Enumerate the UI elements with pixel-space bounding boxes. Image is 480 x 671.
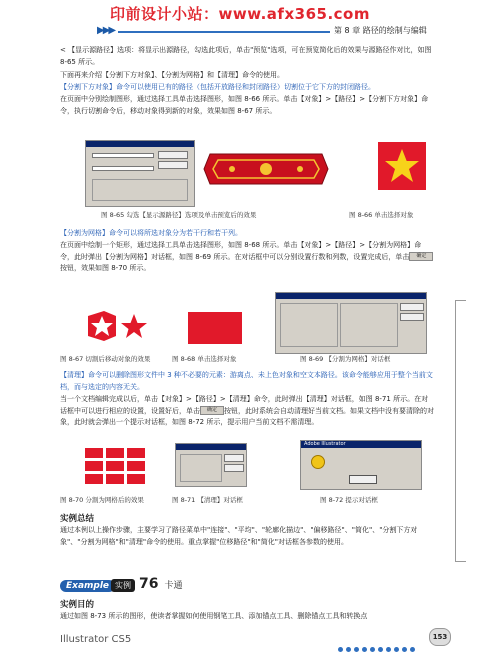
dialog-titlebar [86, 141, 194, 147]
dialog-titlebar [276, 293, 426, 299]
summary-heading: 实例总结 [60, 514, 95, 524]
ok-button-inline: 确定 [409, 252, 433, 261]
paragraph-intro: 下面再来介绍【分割下方对象】、【分割为网格】和【清理】命令的使用。 [60, 71, 284, 79]
footer-product: Illustrator CS5 [60, 634, 132, 645]
paragraph-grid-steps-a: 在页面中绘制一个矩形，通过选择工具单击选择图形，如图 8-68 所示。单击【对象】>【路径】>【分割为网格】命令，此时弹出【分割为网格】对话框，如图 8-69 所示。在对话框中可以分别设置行数和列数，设置完成后，单击 [60, 241, 422, 261]
chapter-header: 第 8 章 路径的绘制与编辑 [334, 26, 427, 35]
example-number: 76 [139, 575, 159, 592]
angle-threshold-slider[interactable] [92, 166, 154, 171]
ok-button-inline-2: 确定 [200, 406, 224, 415]
goal-paragraph: 通过如图 8-73 所示的图形，使读者掌握如何使用钢笔工具、添加锚点工具、删除锚点工具和转换点 [60, 612, 368, 620]
paragraph-divide-below: 【分割下方对象】命令可以使用已有的路径（包括开放路径和封闭路径）切割位于它下方的封闭路径。 [60, 83, 375, 91]
watermark: 印前设计小站：www.afx365.com [110, 5, 370, 23]
caption-8-67: 图 8-67 切割后移动对象的效果 [60, 355, 151, 363]
paragraph-cleanup-steps [60, 394, 435, 429]
alert-title: Adobe Illustrator [301, 441, 421, 448]
example-pill: Example [60, 580, 115, 592]
ok-button[interactable] [400, 303, 424, 311]
paragraph-divide-grid: 【分割为网格】命令可以将所选对象分为若干行和若干列。 [60, 229, 242, 237]
cancel-button[interactable] [224, 464, 244, 472]
header-rule [118, 31, 330, 33]
caption-8-70: 图 8-70 分割为网格后的效果 [60, 496, 144, 504]
caption-8-72: 图 8-72 提示对话框 [320, 496, 378, 504]
curve-precision-slider[interactable] [92, 153, 154, 158]
paragraph-divide-steps: 在页面中分别绘制图形，通过选择工具单击选择图形，如图 8-66 所示。单击【对象】>【路径】>【分割下方对象】命令，执行切割命令后，移动对象得到新的对象，效果如图 8-67 所示。 [60, 95, 429, 115]
warning-icon [311, 455, 325, 469]
columns-group [340, 303, 398, 347]
dialog-titlebar [176, 444, 246, 450]
split-grid-dialog [275, 292, 427, 354]
header-arrows-icon: ▶▶▶ [97, 25, 115, 36]
footer-dots [338, 637, 418, 656]
paragraph-show-source: < 【显示源路径】选项：将显示出源路径，勾选此项后，单击"预览"选项，可在预览简化后的效果与源路径作对比，如图 8-65 所示。 [60, 46, 432, 66]
adobe-alert-dialog [300, 440, 422, 490]
red-rectangle [188, 312, 242, 344]
example-tag: 实例 [111, 579, 135, 592]
ornament-frame [202, 150, 330, 188]
caption-8-71: 图 8-71 【清理】对话框 [172, 496, 243, 504]
example-header [60, 573, 183, 592]
simplify-dialog [85, 140, 195, 207]
example-title: 卡通 [164, 581, 183, 591]
cleanup-dialog [175, 443, 247, 487]
caption-8-69: 图 8-69 【分割为网格】对话框 [300, 355, 391, 363]
star-on-red-square [378, 142, 426, 190]
ok-button[interactable] [158, 151, 188, 159]
summary-paragraph: 通过本例以上操作步骤，主要学习了路径菜单中"连接"、"平均"、"轮廓化描边"、"偏移路径"、"简化"、"分割下方对象"、"分割为网格"和"清理"命令的使用。重点掌握"位移路径"和"简化"对话框各参数的使用。 [60, 526, 418, 546]
side-tab [455, 300, 466, 562]
caption-8-68: 图 8-68 单击选择对象 [172, 355, 237, 363]
paragraph-grid-steps-b: 按钮，效果如图 8-70 所示。 [60, 264, 151, 272]
caption-8-65: 图 8-65 勾选【显示源路径】选项及单击预览后的效果 [101, 211, 257, 219]
cancel-button[interactable] [158, 161, 188, 169]
rows-group [280, 303, 338, 347]
paragraph-cleanup-steps-b: 按钮，此时系统会自动清理好当前文档。如果文档中没有要清除的对象，此时就会弹出一个提示对话框，如图 8-72 所示，提示用户当前文档不需清理。 [60, 406, 435, 426]
caption-8-66: 图 8-66 单击选择对象 [349, 211, 414, 219]
cleanup-options-group [180, 454, 222, 482]
options-group [92, 179, 188, 201]
paragraph-grid-steps [60, 240, 435, 275]
alert-ok-button[interactable] [349, 475, 377, 484]
goal-heading: 实例目的 [60, 600, 95, 610]
ok-button[interactable] [224, 454, 244, 462]
split-star-shapes [86, 310, 150, 342]
paragraph-cleanup-steps-a: 当一个文档编辑完成以后，单击【对象】>【路径】>【清理】命令，此时弹出【清理】对话框，如图 8-71 所示。在对话框中可以进行相应的设置，设置好后，单击 [60, 395, 429, 415]
page-number: 153 [429, 628, 451, 646]
grid-result [85, 448, 145, 484]
cancel-button[interactable] [400, 313, 424, 321]
paragraph-cleanup: 【清理】命令可以删除图形文件中 3 种不必要的元素：游离点、未上色对象和空文本路径。该命令能够应用于整个当前文档，而与选定的内容无关。 [60, 371, 433, 391]
